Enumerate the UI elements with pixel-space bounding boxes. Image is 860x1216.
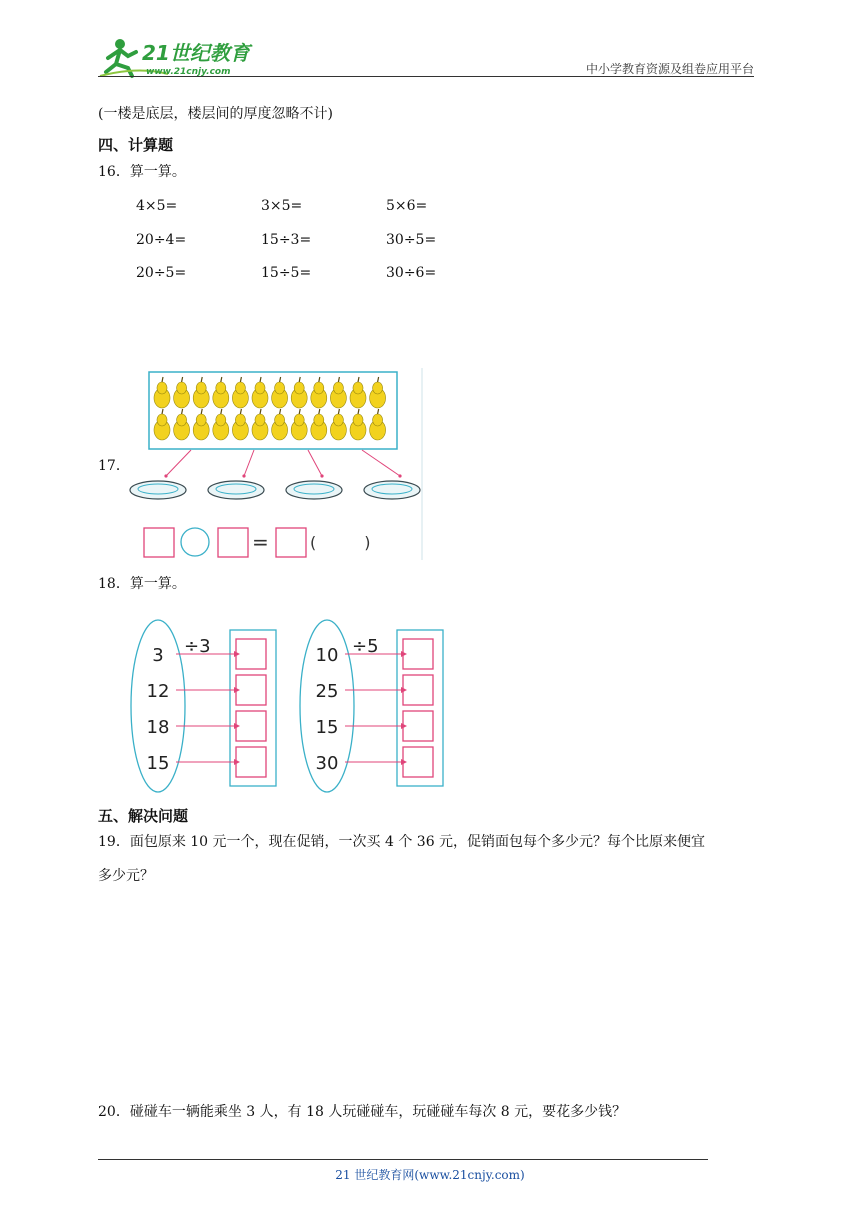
pear-icon: [330, 377, 346, 408]
pear-icon: [311, 377, 327, 408]
operator-circle: [181, 528, 209, 556]
calc-item: 15÷5=: [261, 265, 312, 281]
plate-icon: [364, 481, 420, 499]
pear-icon: [370, 409, 386, 440]
pear-icon: [154, 409, 170, 440]
question-17-label: 17．: [98, 458, 130, 474]
pear-icon: [272, 377, 288, 408]
dividend-number: 30: [315, 753, 339, 774]
mapping-arrow: [345, 723, 407, 729]
dividend-number: 3: [152, 645, 164, 666]
arrow-to-plate: [164, 450, 191, 478]
answer-box: [236, 747, 266, 777]
header-platform-text: 中小学教育资源及组卷应用平台: [585, 62, 754, 76]
dividend-number: 15: [315, 717, 339, 738]
question-19-line2: 多少元？: [98, 868, 154, 884]
calc-item: 30÷6=: [386, 265, 437, 281]
dividend-number: 25: [315, 681, 339, 702]
equals-sign: =: [252, 530, 269, 554]
plate-icon: [130, 481, 186, 499]
calc-item: 20÷4=: [136, 232, 187, 248]
pear-icon: [232, 409, 248, 440]
division-operator: ÷5: [352, 636, 379, 657]
answer-box: [403, 675, 433, 705]
pear-icon: [213, 409, 229, 440]
mapping-arrow: [345, 759, 407, 765]
pear-icon: [154, 377, 170, 408]
answer-box: [403, 639, 433, 669]
question-16-label: 16．算一算。: [98, 164, 186, 180]
answer-box: [236, 711, 266, 741]
answer-box: [144, 528, 174, 557]
calc-item: 30÷5=: [386, 232, 437, 248]
pear-icon: [350, 377, 366, 408]
pear-icon: [330, 409, 346, 440]
pear-icon: [174, 377, 190, 408]
division-operator: ÷3: [184, 636, 211, 657]
logo-text: 21世纪教育: [142, 41, 250, 65]
pear-division-figure: [128, 366, 428, 562]
section-title-problems: 五、解决问题: [98, 807, 189, 825]
pear-icon: [193, 377, 209, 408]
answer-box: [218, 528, 248, 557]
arrow-to-plate: [242, 450, 254, 478]
calc-item: 15÷3=: [261, 232, 312, 248]
pear-icon: [311, 409, 327, 440]
plate-icon: [286, 481, 342, 499]
pear-icon: [252, 409, 268, 440]
pear-icon: [193, 409, 209, 440]
logo-url: www.21cnjy.com: [146, 67, 231, 77]
footer-text: 21 世纪教育网(www.21cnjy.com): [335, 1168, 525, 1182]
answer-box: [236, 639, 266, 669]
pear-icon: [350, 409, 366, 440]
calc-item: 4×5=: [136, 198, 178, 214]
section-title-calc: 四、计算题: [98, 136, 174, 154]
intro-note: (一楼是底层，楼层间的厚度忽略不计): [98, 106, 333, 122]
arrow-to-plate: [308, 450, 324, 478]
answer-box: [403, 747, 433, 777]
dividend-number: 15: [146, 753, 170, 774]
pear-icon: [174, 409, 190, 440]
dividend-number: 12: [146, 681, 170, 702]
arrow-to-plate: [362, 450, 402, 478]
pear-icon: [370, 377, 386, 408]
dividend-number: 18: [146, 717, 170, 738]
calc-item: 20÷5=: [136, 265, 187, 281]
calc-item: 5×6=: [386, 198, 428, 214]
pear-icon: [232, 377, 248, 408]
header-divider: [98, 76, 754, 77]
unit-blank: ( ): [310, 533, 371, 552]
answer-box: [403, 711, 433, 741]
pear-icon: [252, 377, 268, 408]
question-18-label: 18．算一算。: [98, 576, 186, 592]
plate-icon: [208, 481, 264, 499]
pear-icon: [291, 377, 307, 408]
site-logo: [98, 36, 258, 80]
pear-icon: [213, 377, 229, 408]
question-19-line1: 19．面包原来 10 元一个，现在促销，一次买 4 个 36 元，促销面包每个多少元？每个比原来便宜: [98, 834, 706, 850]
dividend-number: 10: [315, 645, 339, 666]
pear-icon: [291, 409, 307, 440]
pear-icon: [272, 409, 288, 440]
question-20: 20．碰碰车一辆能乘坐 3 人，有 18 人玩碰碰车，玩碰碰车每次 8 元，要花多少钱？: [98, 1104, 627, 1120]
answer-box: [276, 528, 306, 557]
division-mapping-figure: [128, 616, 448, 798]
footer-divider: [98, 1159, 708, 1160]
answer-box: [236, 675, 266, 705]
calc-item: 3×5=: [261, 198, 303, 214]
